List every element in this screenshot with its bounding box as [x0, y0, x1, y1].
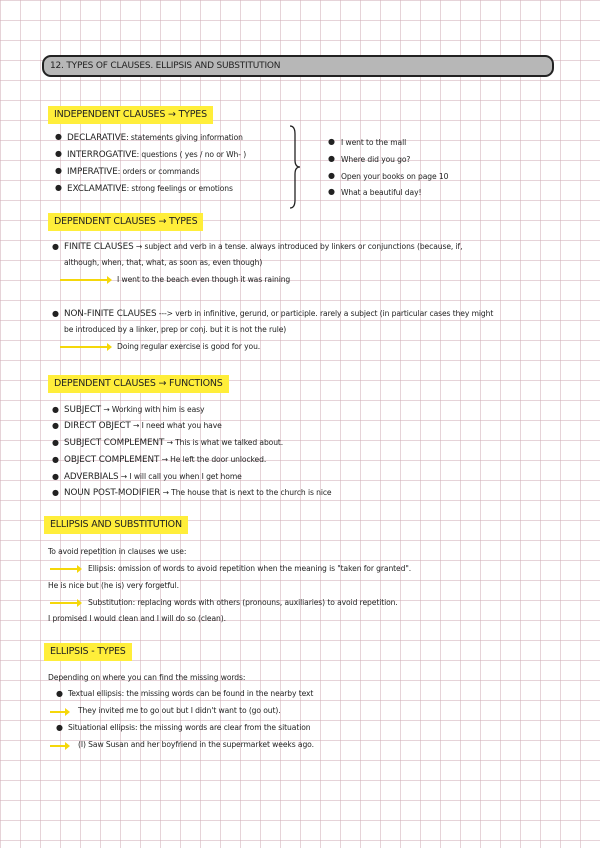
ellipsis-definition: Ellipsis: omission of words to avoid repetition when the meaning is "taken for granted".	[88, 564, 412, 573]
substitution-example: I promised I would clean and I will do so (clean).	[48, 614, 226, 623]
arrow-icon	[50, 711, 66, 713]
list-item: IMPERATIVE: orders or commands	[67, 167, 200, 177]
list-item: SUBJECT COMPLEMENT → This is what we talked about.	[64, 438, 284, 448]
bullet: ●	[52, 438, 59, 447]
nonfinite-example: Doing regular exercise is good for you.	[117, 342, 261, 351]
bullet: ●	[328, 171, 335, 180]
bullet: ●	[52, 472, 59, 481]
ellipsis-types-intro: Depending on where you can find the missing words:	[48, 673, 246, 682]
list-item: ADVERBIALS → I will call you when I get home	[64, 472, 242, 482]
curly-brace-icon	[288, 124, 302, 210]
list-item: INTERROGATIVE: questions ( yes / no or Wh- )	[67, 150, 247, 160]
bullet: ●	[55, 132, 62, 141]
situational-ellipsis: Situational ellipsis: the missing words are clear from the situation	[68, 723, 311, 732]
finite-example: I went to the beach even though it was raining	[117, 275, 291, 284]
bullet: ●	[55, 166, 62, 175]
section-heading-dependent-types: DEPENDENT CLAUSES → TYPES	[48, 213, 203, 231]
list-item: SUBJECT → Working with him is easy	[64, 405, 205, 415]
example-item: Where did you go?	[341, 155, 411, 164]
arrow-icon	[50, 745, 66, 747]
bullet: ●	[56, 723, 63, 732]
bullet: ●	[52, 421, 59, 430]
example-item: What a beautiful day!	[341, 188, 422, 197]
bullet: ●	[52, 405, 59, 414]
example-item: Open your books on page 10	[341, 172, 449, 181]
textual-ellipsis: Textual ellipsis: the missing words can be found in the nearby text	[68, 689, 314, 698]
nonfinite-clauses-line-2: be introduced by a linker, prep or conj. but it is not the rule)	[64, 325, 287, 334]
bullet: ●	[52, 242, 59, 251]
list-item: OBJECT COMPLEMENT → He left the door unlocked.	[64, 455, 267, 465]
bullet: ●	[55, 183, 62, 192]
nonfinite-clauses-line: NON-FINITE CLAUSES ---> verb in infinitive, gerund, or participle. rarely a subject (in particular cases they might	[64, 309, 494, 319]
section-heading-independent: INDEPENDENT CLAUSES → TYPES	[48, 106, 213, 124]
section-heading-ellipsis-substitution: ELLIPSIS AND SUBSTITUTION	[44, 516, 188, 534]
bullet: ●	[52, 488, 59, 497]
arrow-icon	[50, 568, 78, 570]
bullet: ●	[52, 455, 59, 464]
arrow-icon	[60, 346, 108, 348]
section-heading-dependent-functions: DEPENDENT CLAUSES → FUNCTIONS	[48, 375, 229, 393]
ellipsis-example: He is nice but (he is) very forgetful.	[48, 581, 179, 590]
bullet: ●	[328, 137, 335, 146]
bullet: ●	[328, 187, 335, 196]
example-item: I went to the mall	[341, 138, 407, 147]
textual-example: They invited me to go out but I didn't want to (go out).	[78, 706, 281, 715]
situational-example: (I) Saw Susan and her boyfriend in the supermarket weeks ago.	[78, 740, 314, 749]
substitution-definition: Substitution: replacing words with others (pronouns, auxiliaries) to avoid repetition.	[88, 598, 398, 607]
finite-clauses-line-2: although, when, that, what, as soon as, even though)	[64, 258, 263, 267]
bullet: ●	[56, 689, 63, 698]
list-item: EXCLAMATIVE: strong feelings or emotions	[67, 184, 233, 194]
page-title: 12. TYPES OF CLAUSES. ELLIPSIS AND SUBSTITUTION	[42, 55, 554, 77]
list-item: NOUN POST-MODIFIER → The house that is next to the church is nice	[64, 488, 332, 498]
bullet: ●	[52, 309, 59, 318]
bullet: ●	[328, 154, 335, 163]
arrow-icon	[60, 279, 108, 281]
section-heading-ellipsis-types: ELLIPSIS - TYPES	[44, 643, 132, 661]
list-item: DIRECT OBJECT → I need what you have	[64, 421, 222, 431]
arrow-icon	[50, 602, 78, 604]
bullet: ●	[55, 149, 62, 158]
finite-clauses-line: FINITE CLAUSES → subject and verb in a tense. always introduced by linkers or conjunctions (because, if,	[64, 242, 463, 252]
list-item: DECLARATIVE: statements giving information	[67, 133, 243, 143]
ellipsis-sub-intro: To avoid repetition in clauses we use:	[48, 547, 187, 556]
